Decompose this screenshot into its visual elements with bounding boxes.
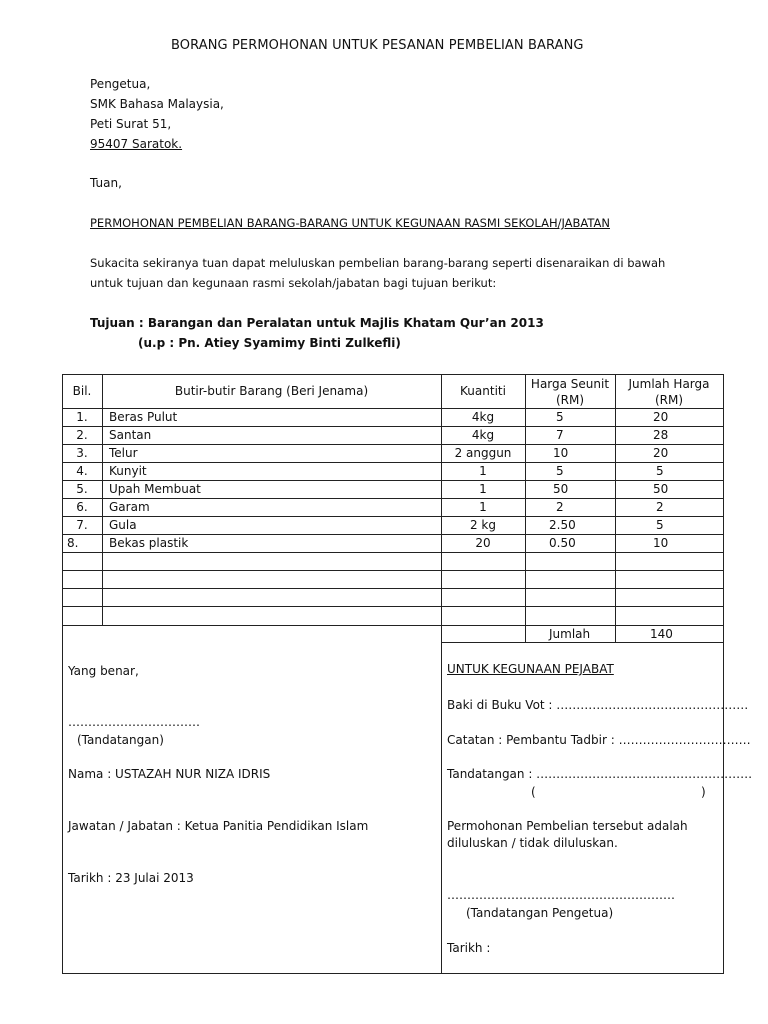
row-3-qty: 2 anggun (454, 446, 512, 460)
row-6-bil: 6. (76, 500, 88, 514)
header-item: Butir-butir Barang (Beri Jenama) (174, 384, 369, 398)
row-8-item: Bekas plastik (109, 536, 189, 550)
row-5-item: Upah Membuat (109, 482, 201, 496)
row-7-item: Gula (109, 518, 137, 532)
row-4-unit: 5 (556, 464, 564, 478)
pengetua-signature-label: (Tandatangan Pengetua) (466, 906, 614, 920)
row-7-qty: 2 kg (469, 518, 496, 532)
row-1-item: Beras Pulut (109, 410, 178, 424)
row-8-total: 10 (653, 536, 669, 550)
row-1-total: 20 (653, 410, 669, 424)
purpose-line: Tujuan : Barangan dan Peralatan untuk Majlis Khatam Qur’an 2013 (90, 316, 544, 330)
pengetua-dots: ………………………………………………… (447, 888, 675, 902)
row-6-unit: 2 (556, 500, 564, 514)
header-bil: Bil. (72, 384, 92, 398)
row-3-unit: 10 (553, 446, 569, 460)
row-3-bil: 3. (76, 446, 88, 460)
application-date: Tarikh : 23 Julai 2013 (68, 871, 194, 885)
address-line-4: 95407 Saratok. (90, 137, 183, 151)
header-unit-price-1: Harga Seunit (530, 377, 610, 391)
row-7-unit: 2.50 (549, 518, 576, 532)
row-3-item: Telur (109, 446, 138, 460)
row-4-bil: 4. (76, 464, 88, 478)
row-8-qty: 20 (475, 536, 491, 550)
row-5-unit: 50 (553, 482, 569, 496)
row-8-bil: 8. (67, 536, 79, 550)
row-1-unit: 5 (556, 410, 564, 424)
header-total-price-2: (RM) (654, 393, 684, 407)
address-line-3: Peti Surat 51, (90, 117, 172, 131)
catatan-field: Catatan : Pembantu Tadbir : …………………………… (447, 733, 751, 747)
jumlah-label: Jumlah (549, 627, 591, 641)
subject-line: PERMOHONAN PEMBELIAN BARANG-BARANG UNTUK KEGUNAAN RASMI SEKOLAH/JABATAN (90, 216, 610, 230)
document-title: BORANG PERMOHONAN UNTUK PESANAN PEMBELIAN BARANG (171, 38, 584, 53)
signature-label: (Tandatangan) (77, 733, 164, 747)
baki-field: Baki di Buku Vot : ………………………………………… (447, 698, 749, 712)
row-4-item: Kunyit (109, 464, 147, 478)
header-total-price-1: Jumlah Harga (628, 377, 710, 391)
row-8-unit: 0.50 (549, 536, 576, 550)
row-2-qty: 4kg (471, 428, 495, 442)
row-5-qty: 1 (479, 482, 487, 496)
row-7-bil: 7. (76, 518, 88, 532)
approval-line-1: Permohonan Pembelian tersebut adalah (447, 819, 688, 833)
row-2-unit: 7 (556, 428, 564, 442)
tandatangan-field: Tandatangan : ……………………………………………… (447, 767, 753, 781)
row-4-total: 5 (656, 464, 664, 478)
row-7-total: 5 (656, 518, 664, 532)
row-4-qty: 1 (479, 464, 487, 478)
row-5-bil: 5. (76, 482, 88, 496)
attention-line: (u.p : Pn. Atiey Syamimy Binti Zulkefli) (138, 336, 401, 350)
paren-close: ) (701, 785, 706, 799)
body-line-2: untuk tujuan dan kegunaan rasmi sekolah/jabatan bagi tujuan berikut: (90, 276, 497, 290)
row-2-item: Santan (109, 428, 152, 442)
approval-line-2: diluluskan / tidak diluluskan. (447, 836, 618, 850)
body-line-1: Sukacita sekiranya tuan dapat meluluskan pembelian barang-barang seperti disenaraikan di bawah (90, 256, 666, 270)
office-date: Tarikh : (447, 941, 491, 955)
address-line-1: Pengetua, (90, 77, 151, 91)
row-2-bil: 2. (76, 428, 88, 442)
applicant-position: Jawatan / Jabatan : Ketua Panitia Pendidikan Islam (68, 819, 369, 833)
signature-dots: …………………………… (68, 715, 200, 729)
header-qty: Kuantiti (460, 384, 506, 398)
paren-open: ( (531, 785, 536, 799)
row-1-bil: 1. (76, 410, 88, 424)
closing-text: Yang benar, (68, 664, 139, 678)
jumlah-value: 140 (650, 627, 673, 641)
salutation: Tuan, (90, 176, 122, 190)
row-6-qty: 1 (479, 500, 487, 514)
row-1-qty: 4kg (471, 410, 495, 424)
address-line-2: SMK Bahasa Malaysia, (90, 97, 224, 111)
header-unit-price-2: (RM) (555, 393, 585, 407)
row-6-total: 2 (656, 500, 664, 514)
row-6-item: Garam (109, 500, 150, 514)
office-use-heading: UNTUK KEGUNAAN PEJABAT (447, 662, 614, 676)
row-5-total: 50 (653, 482, 669, 496)
applicant-name: Nama : USTAZAH NUR NIZA IDRIS (68, 767, 271, 781)
row-2-total: 28 (653, 428, 669, 442)
row-3-total: 20 (653, 446, 669, 460)
